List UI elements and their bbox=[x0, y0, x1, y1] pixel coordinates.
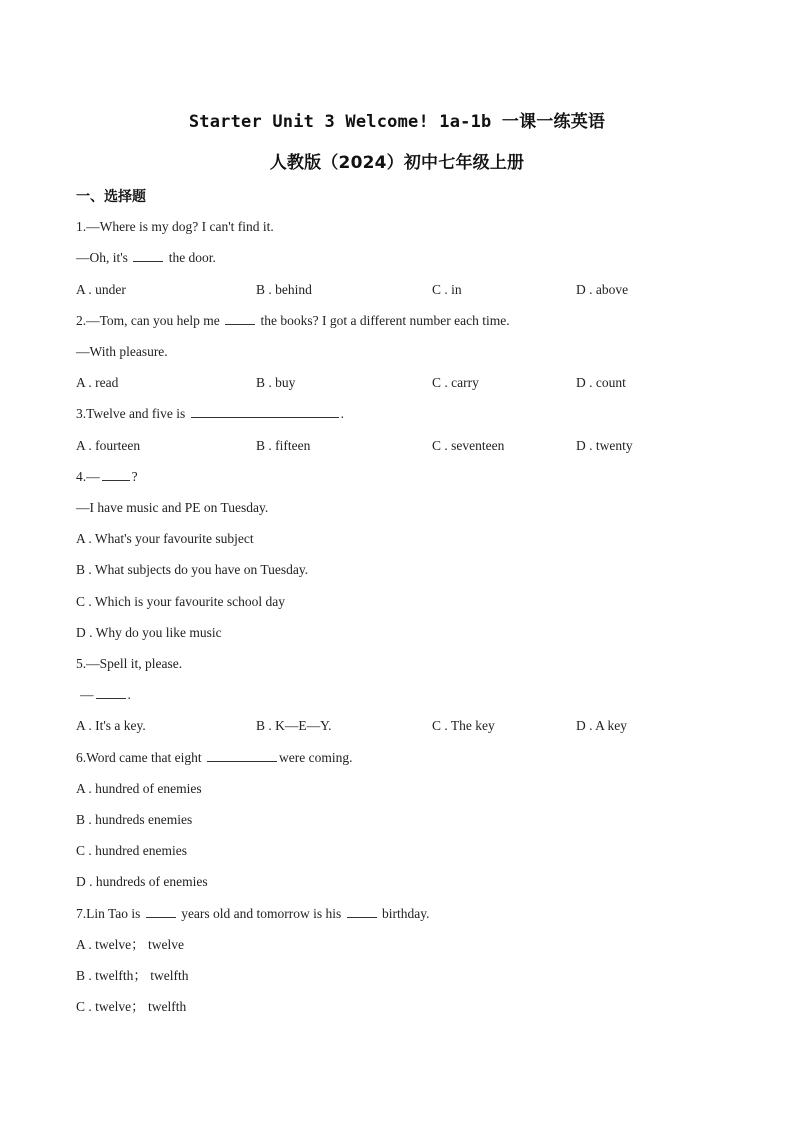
q6-option-b[interactable]: B . hundreds enemies bbox=[76, 812, 193, 827]
q3-option-d[interactable]: D . twenty bbox=[576, 438, 633, 453]
q7-stem: 7.Lin Tao is years old and tomorrow is his birthday. bbox=[76, 906, 430, 921]
q1-option-d[interactable]: D . above bbox=[576, 282, 629, 297]
q4-option-d[interactable]: D . Why do you like music bbox=[76, 625, 222, 640]
answer-blank bbox=[207, 749, 277, 762]
answer-blank bbox=[191, 405, 339, 418]
q6-option-a[interactable]: A . hundred of enemies bbox=[76, 781, 202, 796]
answer-blank bbox=[225, 312, 255, 325]
q1-reply: —Oh, it's the door. bbox=[76, 250, 216, 265]
q5-option-c[interactable]: C . The key bbox=[432, 718, 495, 733]
q1-option-a[interactable]: A . under bbox=[76, 282, 126, 297]
answer-blank bbox=[146, 905, 176, 918]
q6-option-c[interactable]: C . hundred enemies bbox=[76, 843, 187, 858]
q7-option-a[interactable]: A . twelve； twelve bbox=[76, 937, 184, 952]
q5-reply: — . bbox=[80, 687, 131, 702]
q2-reply: —With pleasure. bbox=[76, 344, 168, 359]
q3-option-b[interactable]: B . fifteen bbox=[256, 438, 311, 453]
title-line-1: Starter Unit 3 Welcome! 1a-1b 一课一练英语 bbox=[188, 112, 606, 132]
answer-blank bbox=[347, 905, 377, 918]
section-heading: 一、选择题 bbox=[76, 189, 146, 205]
q1-option-c[interactable]: C . in bbox=[432, 282, 462, 297]
q6-stem: 6.Word came that eight were coming. bbox=[76, 750, 353, 765]
q2-option-a[interactable]: A . read bbox=[76, 375, 119, 390]
answer-blank bbox=[96, 686, 126, 699]
q2-stem: 2.—Tom, can you help me the books? I got a different number each time. bbox=[76, 313, 510, 328]
q4-option-c[interactable]: C . Which is your favourite school day bbox=[76, 594, 285, 609]
q3-option-a[interactable]: A . fourteen bbox=[76, 438, 141, 453]
q4-stem: 4.— ? bbox=[76, 469, 138, 484]
q5-option-a[interactable]: A . It's a key. bbox=[76, 718, 146, 733]
q7-option-b[interactable]: B . twelfth； twelfth bbox=[76, 968, 189, 983]
q7-option-c[interactable]: C . twelve； twelfth bbox=[76, 999, 187, 1014]
q3-stem: 3.Twelve and five is . bbox=[76, 406, 345, 421]
q5-option-b[interactable]: B . K—E—Y. bbox=[256, 718, 332, 733]
q4-option-b[interactable]: B . What subjects do you have on Tuesday. bbox=[76, 562, 309, 577]
q5-option-d[interactable]: D . A key bbox=[576, 718, 628, 733]
q2-option-d[interactable]: D . count bbox=[576, 375, 626, 390]
answer-blank bbox=[133, 249, 163, 262]
q4-option-a[interactable]: A . What's your favourite subject bbox=[76, 531, 254, 546]
q1-stem: 1.—Where is my dog? I can't find it. bbox=[76, 219, 274, 234]
q2-option-c[interactable]: C . carry bbox=[432, 375, 479, 390]
title-line-2: 人教版（2024）初中七年级上册 bbox=[269, 153, 525, 173]
q4-reply: —I have music and PE on Tuesday. bbox=[76, 500, 269, 515]
q6-option-d[interactable]: D . hundreds of enemies bbox=[76, 874, 208, 889]
q1-option-b[interactable]: B . behind bbox=[256, 282, 312, 297]
answer-blank bbox=[102, 468, 130, 481]
q2-option-b[interactable]: B . buy bbox=[256, 375, 296, 390]
q3-option-c[interactable]: C . seventeen bbox=[432, 438, 505, 453]
q5-stem: 5.—Spell it, please. bbox=[76, 656, 183, 671]
